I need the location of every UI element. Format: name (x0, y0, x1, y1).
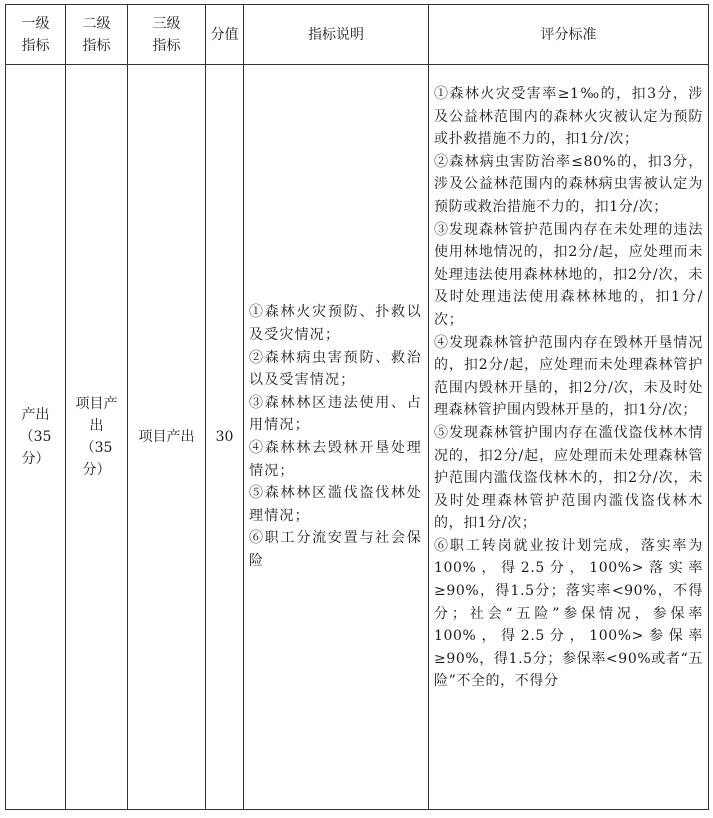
description-item: ②森林病虫害预防、救治以及受害情况； (249, 349, 422, 389)
header-level1: 一级指标 (6, 5, 66, 65)
cell-score: 30 (206, 65, 244, 810)
cell-level1: 产出（35分） (6, 65, 66, 810)
criteria-item: ①森林火灾受害率≥1‰的，扣3分，涉及公益林范围内的森林火灾被认定为预防或扑救措施不力的，扣1分/次； (434, 86, 703, 148)
description-item: ③森林林区违法使用、占用情况； (249, 394, 422, 434)
header-row (6, 5, 709, 65)
criteria-item: ②森林病虫害防治率≤80%的，扣3分，涉及公益林范围内的森林病虫害被认定为预防或救治措施不力的，扣1分/次； (434, 153, 703, 215)
description-item: ①森林火灾预防、扑救以及受灾情况； (249, 304, 422, 344)
cell-criteria (429, 65, 709, 810)
evaluation-table (5, 4, 709, 810)
header-criteria: 评分标准 (429, 5, 709, 65)
cell-description (244, 65, 429, 810)
header-level2: 二级指标 (66, 5, 128, 65)
criteria-item: ③发现森林管护范围内存在未处理的违法使用林地情况的，扣2分/起，应处理而未处理违法使用森林林地的，扣2分/次，未及时处理违法使用森林林地的，扣1分/次； (434, 221, 703, 328)
description-item: ④森林林去毁林开垦处理情况； (249, 440, 422, 479)
description-item: ⑥职工分流安置与社会保险 (249, 530, 422, 569)
criteria-item: ④发现森林管护范围内存在毁林开垦情况的，扣2分/起，应处理而未处理森林管护范围内毁林开垦的，扣2分/次，未及时处理森林管护围内毁林开垦的，扣1分/次； (434, 334, 703, 419)
header-level3: 三级指标 (128, 5, 206, 65)
criteria-item: ⑤发现森林管护围内存在滥伐盗伐林木情况的，扣2分/起，应处理而未处理森林管护范围内滥伐盗伐林木的，扣2分/次，未及时处理森林管护范围内滥伐盗伐林木的，扣1分/次； (434, 424, 703, 532)
criteria-item: ⑥职工转岗就业按计划完成，落实率为100%，得2.5分，100%>落实率≥90%，得1.5分；落实率<90%，不得分；社会“五险”参保情况，参保率100%，得2.5分，100%>参保率≥90%，得1.5分；参保率<90%或者“五险”不全的，不得分 (434, 537, 703, 690)
cell-level2: 项目产出（35分） (66, 65, 128, 810)
header-score: 分值 (206, 5, 244, 65)
cell-level3: 项目产出 (128, 65, 206, 810)
table-row (6, 65, 709, 810)
description-item: ⑤森林林区滥伐盗伐林处理情况； (249, 485, 422, 524)
header-description: 指标说明 (244, 5, 429, 65)
